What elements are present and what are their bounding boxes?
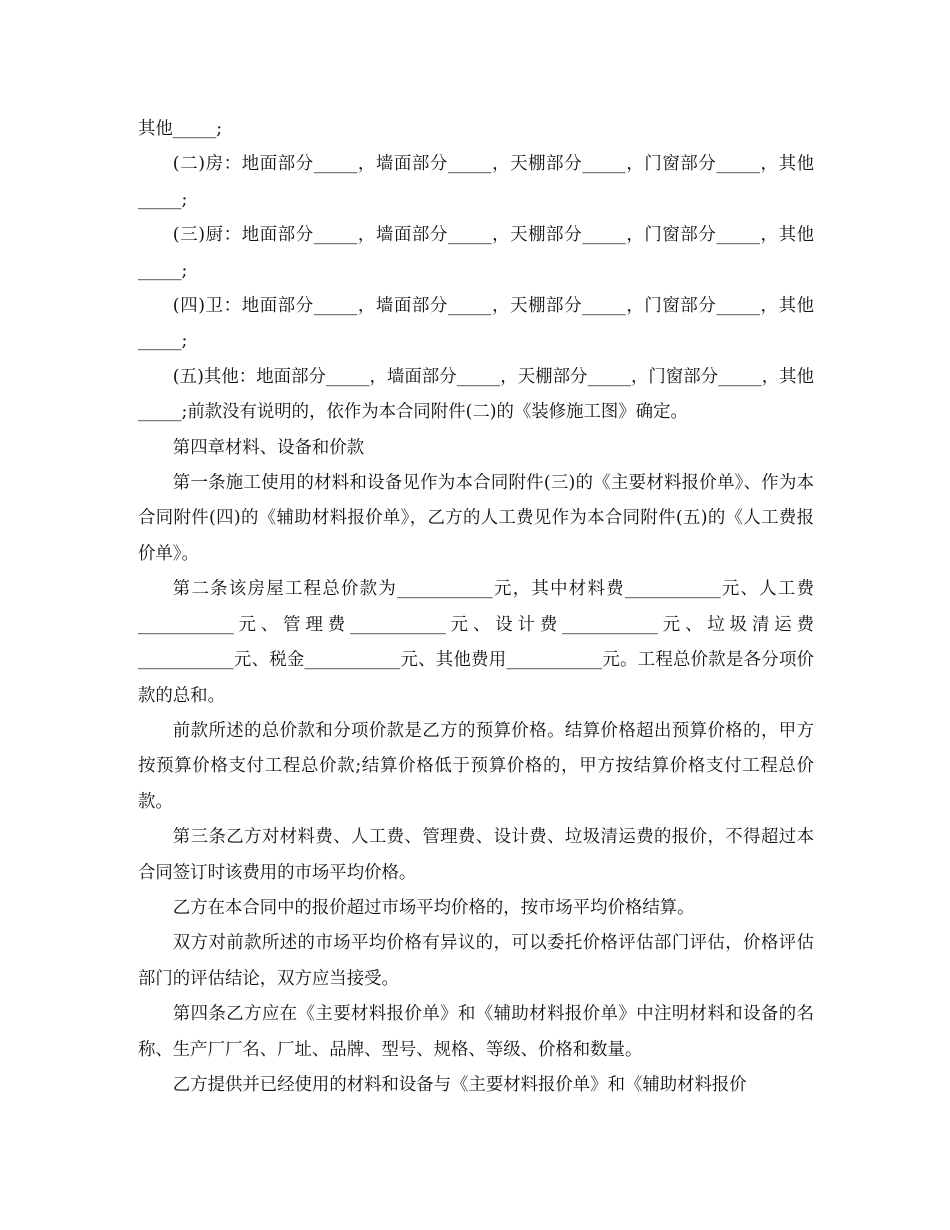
paragraph: (五)其他：地面部分_____，墙面部分_____，天棚部分_____，门窗部分_____，其他_____;前款没有说明的，依作为本合同附件(二)的《装修施工图》确定。 bbox=[138, 366, 814, 423]
chapter-heading: 第四章材料、设备和价款 bbox=[172, 437, 365, 458]
paragraph: 第一条施工使用的材料和设备见作为本合同附件(三)的《主要材料报价单》、作为本合同附件(四)的《辅助材料报价单》，乙方的人工费见作为本合同附件(五)的《人工费报价单》。 bbox=[138, 473, 814, 564]
paragraph: (二)房：地面部分_____，墙面部分_____，天棚部分_____，门窗部分_____，其他_____; bbox=[138, 154, 814, 210]
paragraph: 其他_____; bbox=[138, 119, 223, 139]
paragraph: 第三条乙方对材料费、人工费、管理费、设计费、垃圾清运费的报价，不得超过本合同签订时该费用的市场平均价格。 bbox=[138, 827, 814, 883]
paragraph: (三)厨：地面部分_____，墙面部分_____，天棚部分_____，门窗部分_____，其他_____; bbox=[138, 225, 814, 281]
paragraph: 前款所述的总价款和分项价款是乙方的预算价格。结算价格超出预算价格的，甲方按预算价格支付工程总价款;结算价格低于预算价格的，甲方按结算价格支付工程总价款。 bbox=[138, 720, 814, 812]
paragraph: 乙方在本合同中的报价超过市场平均价格的，按市场平均价格结算。 bbox=[172, 897, 695, 918]
paragraph: 乙方提供并已经使用的材料和设备与《主要材料报价单》和《辅助材料报价 bbox=[172, 1074, 747, 1095]
paragraph: 第四条乙方应在《主要材料报价单》和《辅助材料报价单》中注明材料和设备的名称、生产厂厂名、厂址、品牌、型号、规格、等级、价格和数量。 bbox=[138, 1004, 814, 1060]
paragraph: 双方对前款所述的市场平均价格有异议的，可以委托价格评估部门评估，价格评估部门的评估结论，双方应当接受。 bbox=[138, 933, 814, 989]
paragraph: 第二条该房屋工程总价款为___________元，其中材料费___________元、人工费___________元、管理费___________元、设计费___________元、垃圾清运费___________元、税金___________元、其他费用___________元。工程总价款是各分项价款的总和。 bbox=[138, 579, 814, 706]
paragraph: (四)卫：地面部分_____，墙面部分_____，天棚部分_____，门窗部分_____，其他_____; bbox=[138, 296, 814, 352]
document-body bbox=[138, 112, 814, 1103]
